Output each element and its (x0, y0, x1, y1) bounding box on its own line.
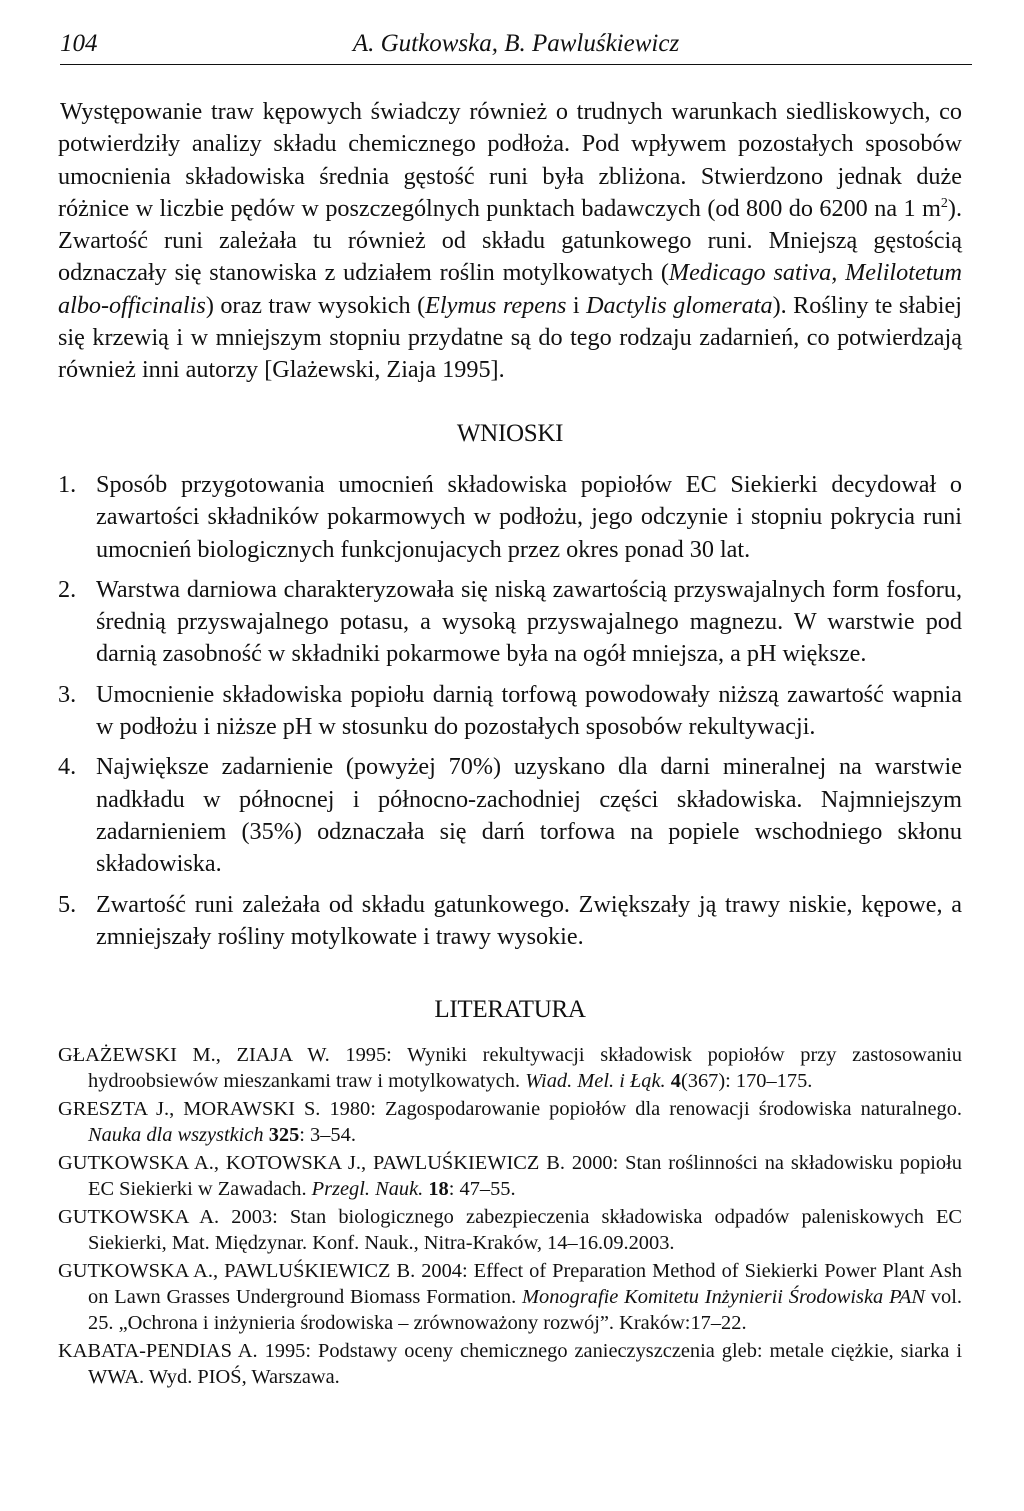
body-text-part: ). Rośliny te słabiej się krzewią i w mniejszym stopniu przydatne są do tego rodzaju zadarnień, co potwierdzają również inni autorzy [Glażewski, Ziaja 1995]. (58, 291, 962, 384)
conclusions-list (58, 469, 962, 961)
reference-item (58, 1150, 962, 1202)
item-text: Największe zadarnienie (powyżej 70%) uzyskano dla darni mineralnej na warstwie nadkładu w północnej i północno-zachodniej części składowiska. Najmniejszym zadarnieniem (35%) odznaczała się darń torfowa na popiele wschodniego skłonu składowiska. (96, 753, 962, 878)
reference-item (58, 1096, 962, 1148)
page-number: 104 (60, 30, 98, 57)
conclusion-item (58, 469, 962, 566)
species-name: Dactylis glomerata (586, 291, 773, 319)
body-text-part: Występowanie traw kępowych świadczy również o trudnych warunkach siedliskowych, co potwierdziły analizy składu chemicznego podłoża. Pod wpływem pozostałych sposobów umocnienia składowiska średnia gęstość runi była zbliżona. Stwierdzono jednak duże różnice w liczbie pędów w poszczególnych punktach badawczych (od 800 do 6200 na 1 m (58, 98, 962, 222)
journal-title: Wiad. Mel. i Łąk. (525, 1070, 666, 1092)
item-text: Umocnienie składowiska popiołu darnią torfową powodowały niższą zawartość wapnia w podłożu i niższe pH w stosunku do pozostałych sposobów rekultywacji. (96, 680, 962, 741)
conclusion-item (58, 751, 962, 880)
references-heading: LITERATURA (434, 996, 586, 1023)
series-title: Monografie Komitetu Inżynierii Środowiska PAN (522, 1286, 925, 1308)
journal-title: Przegl. Nauk. (311, 1178, 424, 1200)
species-names: Medicago sativa, Melilotetum albo-officinalis (58, 259, 962, 319)
body-text-part: i (566, 291, 587, 319)
volume-number: 4 (670, 1070, 681, 1092)
volume-number: 325 (268, 1124, 300, 1146)
reference-details: vol. 25. „Ochrona i inżynieria środowiska – zrównoważony rozwój”. Kraków:17–22. (88, 1286, 962, 1334)
species-name: Elymus repens (425, 291, 567, 319)
body-text-part: ) oraz traw wysokich ( (205, 291, 426, 319)
running-header (60, 28, 972, 65)
journal-title: Nauka dla wszystkich (88, 1124, 264, 1146)
reference-text: GŁAŻEWSKI M., ZIAJA W. 1995: Wyniki rekultywacji składowisk popiołów przy zastosowaniu hydroobsiewów mieszankami traw i motylkowatych. (58, 1044, 962, 1092)
reference-text: GRESZTA J., MORAWSKI S. 1980: Zagospodarowanie popiołów dla renowacji środowiska naturalnego. (58, 1098, 962, 1120)
reference-item: KABATA-PENDIAS A. 1995: Podstawy oceny chemicznego zanieczyszczenia gleb: metale ciężkie, siarka i WWA. Wyd. PIOŚ, Warszawa. (58, 1340, 962, 1388)
reference-pages: : 3–54. (299, 1124, 356, 1146)
superscript: 2 (940, 195, 948, 211)
item-text: Warstwa darniowa charakteryzowała się niską zawartością przyswajalnych form fosforu, średnią przyswajalnego potasu, a wysoką przyswajalnego magnezu. W warstwie pod darnią zasobność w składniki pokarmowe była na ogół mniejsza, a pH większe. (96, 575, 962, 668)
references-list (58, 1042, 962, 1392)
conclusion-item (58, 679, 962, 744)
reference-item (58, 1258, 962, 1336)
item-number: 5. (58, 890, 77, 918)
conclusions-heading: WNIOSKI (456, 420, 564, 447)
reference-item (58, 1042, 962, 1094)
conclusion-item (58, 889, 962, 954)
item-text: Sposób przygotowania umocnień składowiska popiołów EC Siekierki decydował o zawartości składników pokarmowych w podłożu, jego odczynie i stopniu pokrycia runi umocnień biologicznych funkcjonujacych przez okres ponad 30 lat. (96, 471, 962, 563)
reference-item: GUTKOWSKA A. 2003: Stan biologicznego zabezpieczenia składowiska odpadów paleniskowych EC Siekierki, Mat. Międzynar. Konf. Nauk., Nitra-Kraków, 14–16.09.2003. (58, 1206, 962, 1254)
body-paragraph (58, 96, 962, 387)
item-number: 4. (58, 753, 77, 781)
running-header-authors: A. Gutkowska, B. Pawluśkiewicz (352, 30, 680, 57)
item-number: 3. (58, 680, 77, 708)
item-text: Zwartość runi zależała od składu gatunkowego. Zwiększały ją trawy niskie, kępowe, a zmniejszały rośliny motylkowate i trawy wysokie. (96, 890, 962, 950)
reference-pages: : 47–55. (448, 1178, 516, 1200)
body-text-part: ). Zwartość runi zależała tu również od składu gatunkowego runi. Mniejszą gęstością odznaczały się stanowiska z udziałem roślin motylkowatych ( (58, 194, 962, 287)
reference-text: GUTKOWSKA A., KOTOWSKA J., PAWLUŚKIEWICZ B. 2000: Stan roślinności na składowisku popiołu EC Siekierki w Zawadach. (58, 1152, 962, 1200)
conclusion-item (58, 574, 962, 671)
item-number: 1. (58, 471, 77, 498)
reference-text: GUTKOWSKA A., PAWLUŚKIEWICZ B. 2004: Effect of Preparation Method of Siekierki Power Plant Ash on Lawn Grasses Underground Biomass Formation. (58, 1260, 962, 1308)
item-number: 2. (58, 575, 77, 603)
volume-number: 18 (428, 1178, 449, 1200)
reference-pages: (367): 170–175. (680, 1070, 813, 1092)
